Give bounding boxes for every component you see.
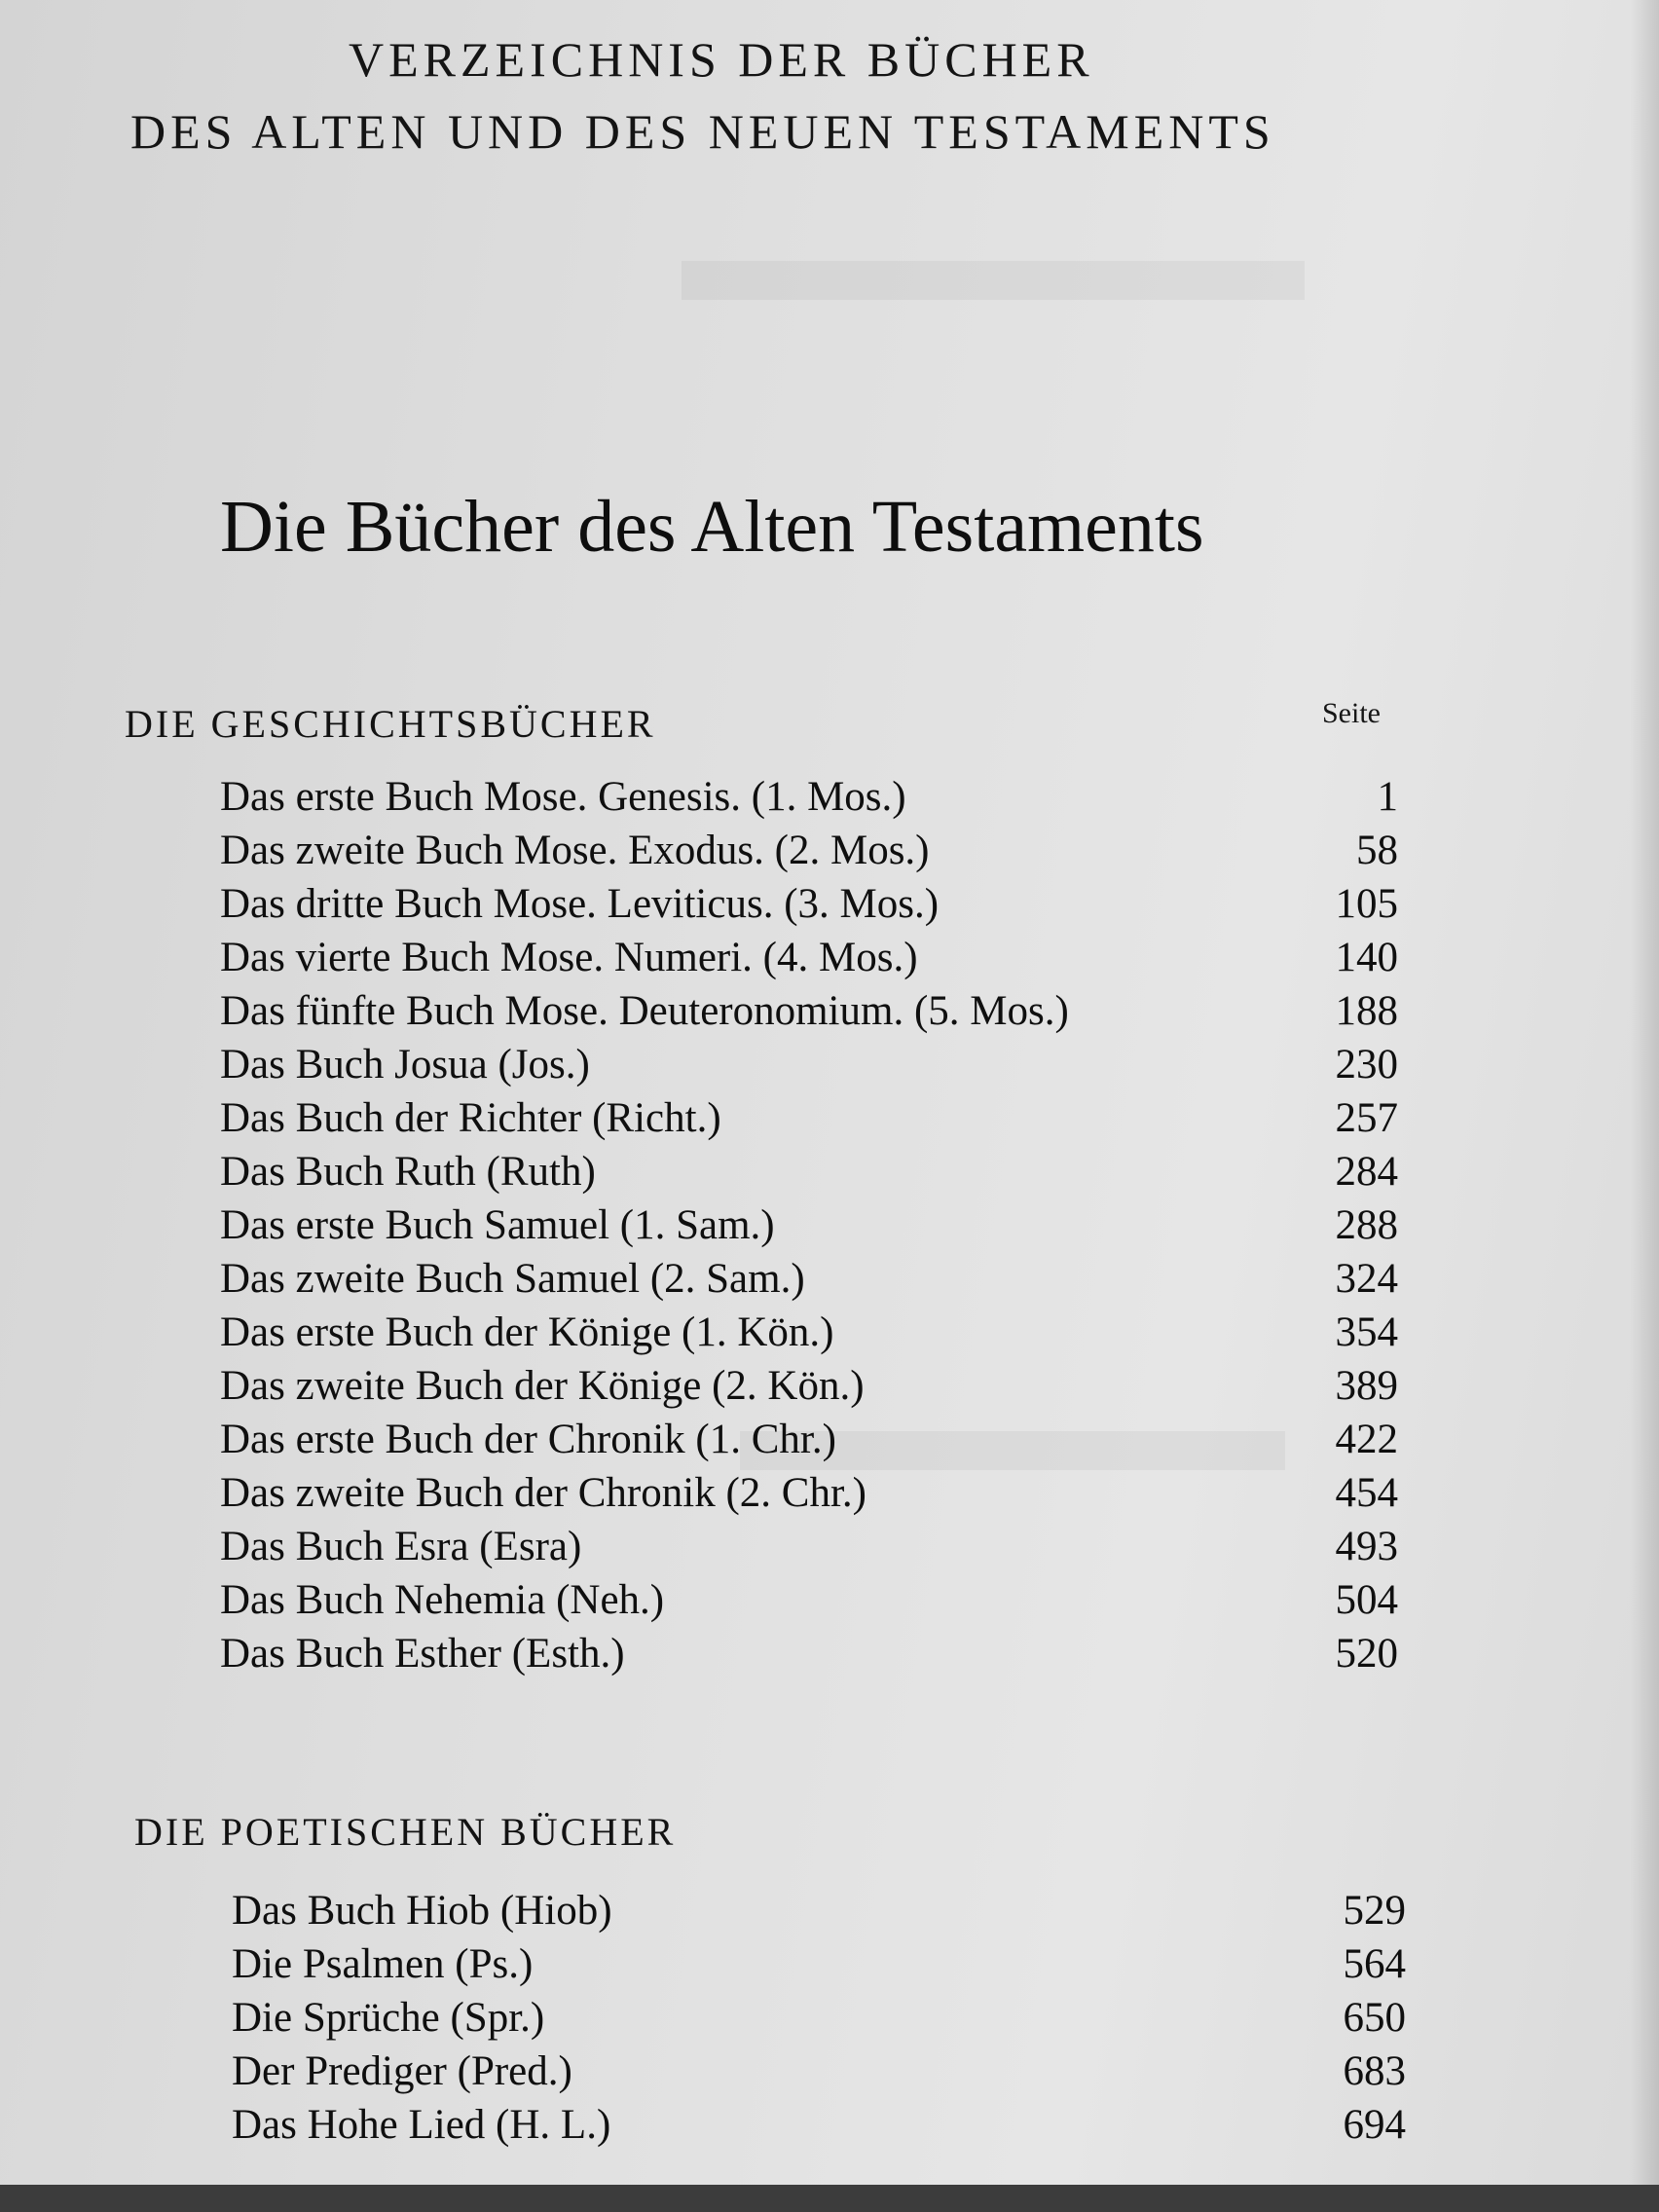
toc-entry <box>0 1994 1659 2047</box>
toc-entry-title: Das erste Buch Mose. Genesis. (1. Mos.) <box>220 774 906 820</box>
toc-entry <box>0 1576 1659 1630</box>
toc-entry-page: 188 <box>1335 988 1398 1034</box>
show-through-text <box>682 261 1305 300</box>
toc-entry <box>0 934 1659 987</box>
bottom-edge-band <box>0 2185 1659 2212</box>
toc-entry-title: Das zweite Buch Samuel (2. Sam.) <box>220 1256 805 1302</box>
toc-entry <box>0 1887 1659 1940</box>
toc-entry <box>0 1255 1659 1309</box>
toc-entry-page: 454 <box>1335 1470 1398 1516</box>
toc-entry-page: 650 <box>1343 1995 1406 2041</box>
toc-entry <box>0 1309 1659 1362</box>
toc-entry-title: Das Buch Josua (Jos.) <box>220 1042 590 1088</box>
toc-entry <box>0 1630 1659 1683</box>
toc-entry-title: Das dritte Buch Mose. Leviticus. (3. Mos.) <box>220 881 940 927</box>
toc-entry-page: 58 <box>1356 828 1398 873</box>
toc-entry <box>0 1416 1659 1469</box>
toc-entry-page: 230 <box>1335 1042 1398 1088</box>
toc-entry-title: Die Sprüche (Spr.) <box>232 1995 545 2041</box>
toc-entry <box>0 1201 1659 1255</box>
toc-entry <box>0 1094 1659 1148</box>
page-column-label: Seite <box>1322 697 1381 729</box>
toc-entry <box>0 2047 1659 2101</box>
toc-entry-title: Die Psalmen (Ps.) <box>232 1941 534 1987</box>
toc-entry-title: Das Buch Esther (Esth.) <box>220 1631 625 1677</box>
toc-entry-page: 324 <box>1335 1256 1398 1302</box>
toc-entry <box>0 1148 1659 1201</box>
toc-entry-title: Das zweite Buch der Chronik (2. Chr.) <box>220 1470 866 1516</box>
toc-entry <box>0 1041 1659 1094</box>
toc-entry-title: Das zweite Buch der Könige (2. Kön.) <box>220 1363 865 1409</box>
toc-entry-title: Das fünfte Buch Mose. Deuteronomium. (5. Mos.) <box>220 988 1069 1034</box>
header-line-1: VERZEICHNIS DER BÜCHER <box>349 32 1094 87</box>
toc-entry-title: Das Buch Esra (Esra) <box>220 1524 582 1569</box>
toc-list-poetische-buecher <box>0 1887 1659 2155</box>
toc-list-geschichtsbuecher <box>0 773 1659 1683</box>
toc-entry-title: Das erste Buch Samuel (1. Sam.) <box>220 1202 775 1248</box>
toc-entry-page: 1 <box>1377 774 1398 820</box>
toc-entry-title: Das erste Buch der Chronik (1. Chr.) <box>220 1417 836 1462</box>
toc-entry-page: 354 <box>1335 1309 1398 1355</box>
toc-entry-page: 422 <box>1335 1417 1398 1462</box>
toc-entry-title: Das Buch Hiob (Hiob) <box>232 1888 612 1934</box>
toc-entry <box>0 2101 1659 2155</box>
toc-entry-title: Das vierte Buch Mose. Numeri. (4. Mos.) <box>220 935 918 980</box>
section-heading-geschichtsbuecher: DIE GESCHICHTSBÜCHER <box>125 702 656 746</box>
toc-entry <box>0 987 1659 1041</box>
toc-entry-title: Das erste Buch der Könige (1. Kön.) <box>220 1309 834 1355</box>
toc-entry-title: Das Buch Ruth (Ruth) <box>220 1149 596 1195</box>
toc-entry-title: Das Hohe Lied (H. L.) <box>232 2102 611 2148</box>
toc-entry <box>0 773 1659 827</box>
toc-entry-page: 284 <box>1335 1149 1398 1195</box>
toc-entry-page: 493 <box>1335 1524 1398 1569</box>
toc-entry-title: Der Prediger (Pred.) <box>232 2048 572 2094</box>
header-line-2: DES ALTEN UND DES NEUEN TESTAMENTS <box>130 104 1275 159</box>
toc-entry-page: 504 <box>1335 1577 1398 1623</box>
toc-entry-title: Das Buch der Richter (Richt.) <box>220 1095 721 1141</box>
toc-entry-title: Das Buch Nehemia (Neh.) <box>220 1577 665 1623</box>
toc-entry-page: 529 <box>1343 1888 1406 1934</box>
toc-entry-page: 683 <box>1343 2048 1406 2094</box>
toc-entry <box>0 1940 1659 1994</box>
toc-entry-page: 257 <box>1335 1095 1398 1141</box>
toc-entry-page: 389 <box>1335 1363 1398 1409</box>
toc-entry <box>0 1469 1659 1523</box>
toc-entry-page: 520 <box>1335 1631 1398 1677</box>
toc-entry-page: 564 <box>1343 1941 1406 1987</box>
section-heading-poetische-buecher: DIE POETISCHEN BÜCHER <box>134 1810 677 1854</box>
toc-entry-title: Das zweite Buch Mose. Exodus. (2. Mos.) <box>220 828 930 873</box>
toc-entry-page: 140 <box>1335 935 1398 980</box>
page-edge-shadow <box>1630 0 1659 2212</box>
toc-entry-page: 105 <box>1335 881 1398 927</box>
toc-entry-page: 288 <box>1335 1202 1398 1248</box>
toc-entry <box>0 880 1659 934</box>
toc-entry <box>0 1362 1659 1416</box>
toc-entry <box>0 827 1659 880</box>
toc-entry-page: 694 <box>1343 2102 1406 2148</box>
page-title: Die Bücher des Alten Testaments <box>220 486 1204 568</box>
toc-entry <box>0 1523 1659 1576</box>
